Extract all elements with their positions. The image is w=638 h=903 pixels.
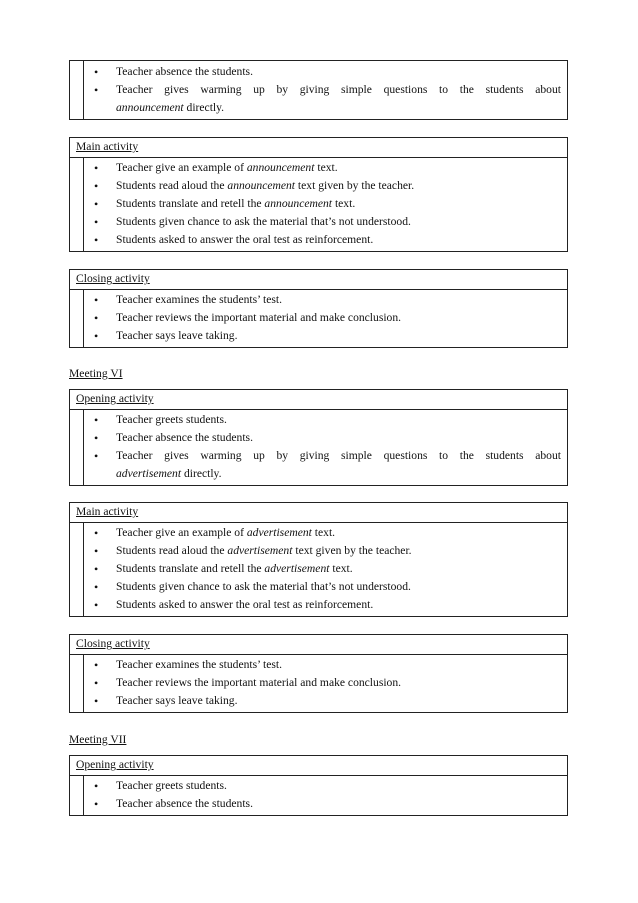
- list-item: • Teacher give an example of advertisement text.: [84, 524, 561, 542]
- opening-activity-continued-box: [69, 60, 568, 120]
- list-item: • Teacher absence the students.: [84, 63, 561, 81]
- list-item: • Students read aloud the announcement text given by the teacher.: [84, 177, 561, 195]
- opening-activity-list: [83, 776, 567, 815]
- list-item: • Teacher give an example of announcement text.: [84, 159, 561, 177]
- list-item: • Teacher greets students.: [84, 411, 561, 429]
- closing-activity-list: [83, 290, 567, 347]
- main-activity-box: [69, 502, 568, 617]
- box-heading: Opening activity: [70, 390, 567, 410]
- box-heading: Main activity: [70, 138, 567, 158]
- box-heading: Main activity: [70, 503, 567, 523]
- list-item: • Students translate and retell the advertisement text.: [84, 560, 561, 578]
- closing-activity-box: [69, 634, 568, 713]
- meeting-heading: Meeting VII: [69, 733, 127, 746]
- list-item: • Teacher reviews the important material and make conclusion.: [84, 309, 561, 327]
- main-activity-list: [83, 523, 567, 616]
- box-heading: Closing activity: [70, 635, 567, 655]
- list-item: • Teacher examines the students’ test.: [84, 291, 561, 309]
- list-item: • Students translate and retell the announcement text.: [84, 195, 561, 213]
- list-item: • Teacher examines the students’ test.: [84, 656, 561, 674]
- list-item: • Students given chance to ask the material that’s not understood.: [84, 213, 561, 231]
- list-item: • Students read aloud the advertisement text given by the teacher.: [84, 542, 561, 560]
- box-heading: Opening activity: [70, 756, 567, 776]
- closing-activity-box: [69, 269, 568, 348]
- list-item: • Teacher absence the students.: [84, 429, 561, 447]
- main-activity-list: [83, 158, 567, 251]
- list-item: • Teacher greets students.: [84, 777, 561, 795]
- box-heading: Closing activity: [70, 270, 567, 290]
- list-item: • Teacher says leave taking.: [84, 692, 561, 710]
- list-item: • Students given chance to ask the material that’s not understood.: [84, 578, 561, 596]
- list-item: • Teacher gives warming up by giving simple questions to the students about announcement directly.: [84, 81, 561, 117]
- opening-activity-continued-list: [83, 61, 567, 119]
- list-item: • Teacher gives warming up by giving simple questions to the students about advertisement directly.: [84, 447, 561, 483]
- list-item: • Teacher reviews the important material and make conclusion.: [84, 674, 561, 692]
- main-activity-box: [69, 137, 568, 252]
- opening-activity-box: [69, 389, 568, 486]
- meeting-heading: Meeting VI: [69, 367, 123, 380]
- opening-activity-box: [69, 755, 568, 816]
- list-item: • Teacher says leave taking.: [84, 327, 561, 345]
- closing-activity-list: [83, 655, 567, 712]
- list-item: • Students asked to answer the oral test as reinforcement.: [84, 231, 561, 249]
- list-item: • Students asked to answer the oral test as reinforcement.: [84, 596, 561, 614]
- list-item: • Teacher absence the students.: [84, 795, 561, 813]
- opening-activity-list: [83, 410, 567, 485]
